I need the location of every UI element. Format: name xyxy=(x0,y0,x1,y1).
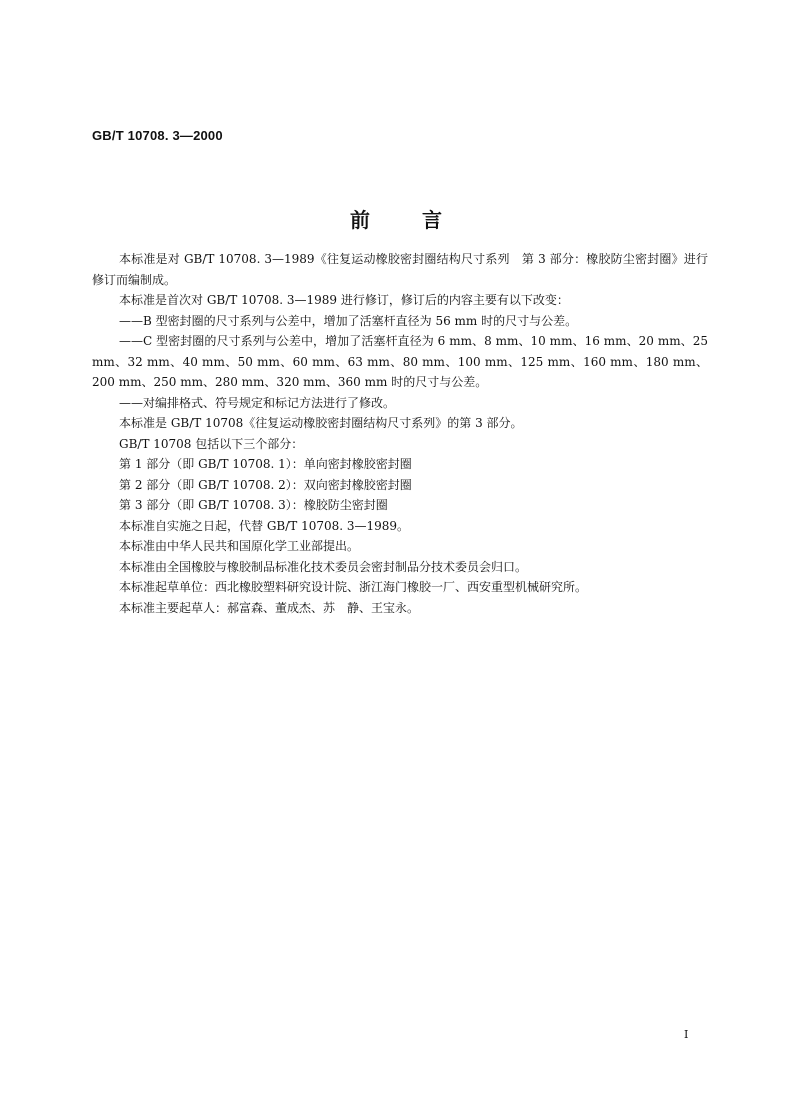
paragraph: 本标准是对 GB/T 10708. 3—1989《往复运动橡胶密封圈结构尺寸系列 第 3 部分：橡胶防尘密封圈》进行修订而编制成。 xyxy=(92,252,708,287)
paragraph: 本标准主要起草人：郝富森、董成杰、苏 静、王宝永。 xyxy=(119,600,420,615)
paragraph: ——C 型密封圈的尺寸系列与公差中，增加了活塞杆直径为 6 mm、8 mm、10 mm、16 mm、20 mm、25 mm、32 mm、40 mm、50 mm、60 mm、63 mm、80 mm、100 mm、125 mm、160 mm、180 mm、200 mm、250 mm、280 mm、320 mm、360 mm 时的尺寸与公差。 xyxy=(92,334,708,389)
standard-code: GB/T 10708. 3—2000 xyxy=(92,128,223,143)
paragraph: ——B 型密封圈的尺寸系列与公差中，增加了活塞杆直径为 56 mm 时的尺寸与公差。 xyxy=(119,313,578,328)
page-number: I xyxy=(684,1028,689,1041)
paragraph: 本标准是 GB/T 10708《往复运动橡胶密封圈结构尺寸系列》的第 3 部分。 xyxy=(119,416,523,430)
paragraph: 第 1 部分（即 GB/T 10708. 1）：单向密封橡胶密封圈 xyxy=(119,457,412,471)
paragraph: GB/T 10708 包括以下三个部分： xyxy=(119,436,304,451)
paragraph: 本标准由全国橡胶与橡胶制品标准化技术委员会密封制品分技术委员会归口。 xyxy=(119,559,528,574)
paragraph: 第 2 部分（即 GB/T 10708. 2）：双向密封橡胶密封圈 xyxy=(119,477,412,492)
paragraph: 第 3 部分（即 GB/T 10708. 3）：橡胶防尘密封圈 xyxy=(119,498,388,512)
paragraph: 本标准起草单位：西北橡胶塑料研究设计院、浙江海门橡胶一厂、西安重型机械研究所。 xyxy=(119,580,588,594)
paragraph: ——对编排格式、符号规定和标记方法进行了修改。 xyxy=(119,395,396,410)
paragraph: 本标准是首次对 GB/T 10708. 3—1989 进行修订，修订后的内容主要有以下改变： xyxy=(119,293,569,307)
paragraph: 本标准自实施之日起，代替 GB/T 10708. 3—1989。 xyxy=(119,518,410,533)
page-title: 前言 xyxy=(350,208,494,232)
foreword-body xyxy=(92,249,708,618)
paragraph: 本标准由中华人民共和国原化学工业部提出。 xyxy=(119,539,360,553)
